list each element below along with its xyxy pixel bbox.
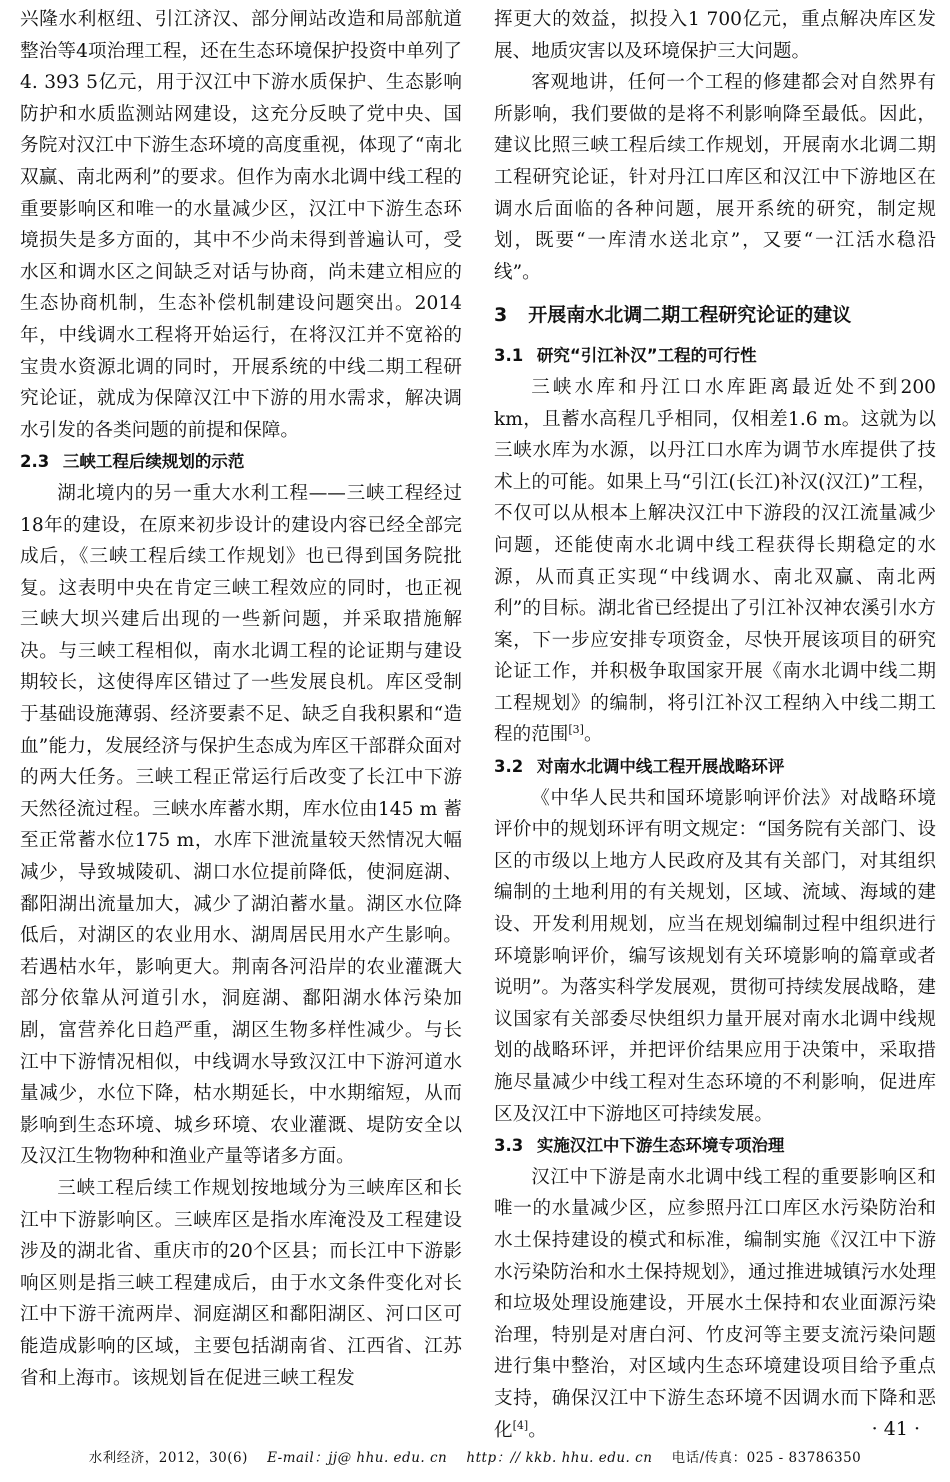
journal-citation: 水利经济，2012，30(6) [88, 1450, 248, 1466]
footer-email: E-mail：jj@ hhu. edu. cn [267, 1450, 448, 1466]
paragraph: 客观地讲，任何一个工程的修建都会对自然界有所影响，我们要做的是将不利影响降至最低。因此，建议比照三峡工程后续工作规划，开展南水北调二期工程研究论证，针对丹江口库区和汉江中下游地区在调水后面临的各种问题，展开系统的研究，制定规划，既要“一库清水送北京”，又要“一江活水稳沿线”。 [494, 72, 936, 283]
citation: [4] [512, 1418, 529, 1432]
page-footer [0, 1446, 950, 1466]
section-number: 3.3 [494, 1136, 524, 1156]
section-number: 3 [494, 304, 508, 327]
section-heading-3 [494, 300, 936, 330]
section-heading-3-1 [494, 340, 936, 372]
paragraph-end: 。 [583, 724, 603, 746]
section-heading-3-3 [494, 1130, 936, 1162]
section-title: 实施汉江中下游生态环境专项治理 [536, 1136, 785, 1156]
section-number: 3.1 [494, 346, 524, 366]
citation: [3] [568, 723, 584, 737]
footer-website: http：// kkb. hhu. edu. cn [466, 1450, 653, 1466]
right-column [494, 4, 936, 1446]
paragraph-text: 汉江中下游是南水北调中线工程的重要影响区和唯一的水量减少区，应参照丹江口库区水污染防治和水土保持建设的模式和标准，编制实施《汉江中下游水污染防治和水土保持规划》，通过推进城镇污水处理和垃圾处理设施建设，开展水土保持和农业面源污染治理，特别是对唐白河、竹皮河等主要支流污染问题进行集中整治，对区域内生态环境建设项目给予重点支持，确保汉江中下游生态环境不因调水而下降和恶化 [494, 1166, 936, 1441]
paragraph: 《中华人民共和国环境影响评价法》对战略环境评价中的规划环评有明文规定：“国务院有关部门、设区的市级以上地方人民政府及其有关部门，对其组织编制的土地利用的有关规划，区域、流域、海域的建设、开发利用规划，应当在规划编制过程中组织进行环境影响评价，编写该规划有关环境影响的篇章或者说明”。为落实科学发展观，贯彻可持续发展战略，建议国家有关部委尽快组织力量开展对南水北调中线规划的战略环评，并把评价结果应用于决策中，采取措施尽量减少中线工程对生态环境的不利影响，促进库区及汉江中下游地区可持续发展。 [494, 787, 936, 1125]
paragraph-end: 。 [528, 1419, 547, 1441]
paragraph-text: 三峡水库和丹江口水库距离最近处不到200 km，且蓄水高程几乎相同，仅相差1.6 m。这就为以三峡水库为水源，以丹江口水库为调节水库提供了技术上的可能。如果上马“引江(长江)补汉(汉江)”工程，不仅可以从根本上解决汉江中下游段的汉江流量减少问题，还能使南水北调中线工程获得长期稳定的水源，从而真正实现“中线调水、南北双赢、南北两利”的目标。湖北省已经提出了引江补汉神农溪引水方案，下一步应安排专项资金，尽快开展该项目的研究论证工作，并积极争取国家开展《南水北调中线二期工程规划》的编制，将引江补汉工程纳入中线二期工程的范围 [494, 376, 936, 746]
left-column [20, 4, 462, 1394]
section-title: 研究“引江补汉”工程的可行性 [536, 346, 757, 366]
paragraph: 兴隆水利枢纽、引江济汉、部分闸站改造和局部航道整治等4项治理工程，还在生态环境保护投资中单列了4. 393 5亿元，用于汉江中下游水质保护、生态影响防护和水质监测站网建设，这充分反映了党中央、国务院对汉江中下游生态环境的高度重视，体现了“南北双赢、南北两利”的要求。但作为南水北调中线工程的重要影响区和唯一的水量减少区，汉江中下游生态环境损失是多方面的，其中不少尚未得到普遍认可，受水区和调水区之间缺乏对话与协商，尚未建立相应的生态协商机制，生态补偿机制建设问题突出。2014 年，中线调水工程将开始运行，在将汉江并不宽裕的宝贵水资源北调的同时，开展系统的中线二期工程研究论证，就成为保障汉江中下游的用水需求，解决调水引发的各类问题的前提和保障。 [20, 9, 462, 441]
section-title: 开展南水北调二期工程研究论证的建议 [528, 304, 852, 327]
section-title: 三峡工程后续规划的示范 [62, 452, 245, 472]
section-title: 对南水北调中线工程开展战略环评 [536, 757, 785, 777]
paragraph: 挥更大的效益，拟投入1 700亿元，重点解决库区发展、地质灾害以及环境保护三大问题。 [494, 9, 936, 62]
page-number: · 41 · [871, 1418, 920, 1440]
section-heading-3-2 [494, 751, 936, 783]
footer-phone: 电话/传真：025 - 83786350 [671, 1450, 862, 1466]
section-number: 2.3 [20, 452, 50, 472]
section-heading-2-3 [20, 446, 462, 478]
section-number: 3.2 [494, 757, 524, 777]
paragraph: 三峡工程后续工作规划按地域分为三峡库区和长江中下游影响区。三峡库区是指水库淹没及工程建设涉及的湖北省、重庆市的20个区县；而长江中下游影响区则是指三峡工程建成后，由于水文条件变化对长江中下游干流两岸、洞庭湖区和鄱阳湖区、河口区可能造成影响的区域，主要包括湖南省、江西省、江苏省和上海市。该规划旨在促进三峡工程发 [20, 1177, 462, 1389]
paragraph [494, 372, 936, 751]
paragraph [494, 1162, 936, 1446]
paragraph: 湖北境内的另一重大水利工程——三峡工程经过18年的建设，在原来初步设计的建设内容已经全部完成后，《三峡工程后续工作规划》也已得到国务院批复。这表明中央在肯定三峡工程效应的同时，也正视三峡大坝兴建后出现的一些新问题，并采取措施解决。与三峡工程相似，南水北调工程的论证期与建设期较长，这使得库区错过了一些发展良机。库区受制于基础设施薄弱、经济要素不足、缺乏自我积累和“造血”能力，发展经济与保护生态成为库区干部群众面对的两大任务。三峡工程正常运行后改变了长江中下游天然径流过程。三峡水库蓄水期，库水位由145 m 蓄至正常蓄水位175 m，水库下泄流量较天然情况大幅减少，导致城陵矶、湖口水位提前降低，使洞庭湖、鄱阳湖出流量加大，减少了湖泊蓄水量。湖区水位降低后，对湖区的农业用水、湖周居民用水产生影响。若遇枯水年，影响更大。荆南各河沿岸的农业灌溉大部分依靠从河道引水，洞庭湖、鄱阳湖水体污染加剧，富营养化日趋严重，湖区生物多样性减少。与长江中下游情况相似，中线调水导致汉江中下游河道水量减少，水位下降，枯水期延长，中水期缩短，从而影响到生态环境、城乡环境、农业灌溉、堤防安全以及汉江生物物种和渔业产量等诸多方面。 [20, 482, 462, 1168]
